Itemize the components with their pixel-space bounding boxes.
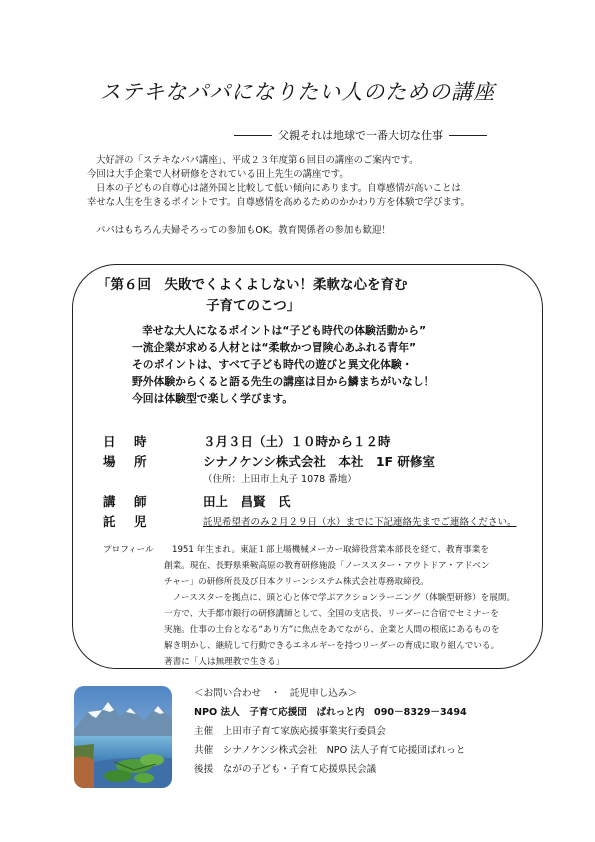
childcare-label: 託 児 (103, 514, 150, 529)
point-line-2: 一流企業が求める人材とは“柔軟かつ冒険心あふれる青年” (132, 341, 417, 354)
intro-line-4: 幸せな人生を生きるポイントです。自尊感情を高めるためのかかわり方を体験で学びます。 (87, 197, 470, 208)
subtitle (228, 127, 493, 143)
lecturer-value: 田上 昌賢 氏 (203, 494, 291, 509)
intro-line-5: パパはもちろん夫婦そろっての参加もOK。教育関係者の参加も歓迎！ (96, 225, 391, 236)
contact-heading: ＜お問い合わせ ・ 託児申し込み＞ (194, 688, 358, 699)
point-line-3: そのポイントは、すべて子ども時代の遊びと異文化体験・ (132, 358, 413, 371)
landscape-illustration (74, 686, 172, 788)
page-title: ステキなパパになりたい人のための講座 (99, 80, 496, 104)
lecturer-label: 講 師 (103, 494, 150, 509)
intro-line-2: 今回は大手企業で人材研修をされている田上先生の講座です。 (87, 169, 349, 180)
point-line-4: 野外体験からくると語る先生の講座は目から鱗まちがいなし！ (132, 375, 435, 388)
mountain-lake-image (74, 686, 172, 788)
intro-line-3: 日本の子どもの自尊心は諸外国と比較して低い傾向にあります。自尊感情が高いことは (96, 183, 461, 194)
contact-org: NPO 法人 子育て応援団 ぱれっと内 090－8329－3494 (194, 707, 467, 718)
profile-label: プロフィール (103, 545, 154, 555)
profile-line-2: 創業。現在、長野県乗鞍高原の教育研修施設「ノーススター・アウトドア・アドベン (164, 561, 490, 571)
profile-line-8: 著書に「人は無理教で生きる」 (164, 657, 285, 667)
profile-line-6: 実施。仕事の土台となる“あり方”に焦点をあてながら、企業と人間の根底にあるものを (164, 625, 500, 635)
point-line-5: 今回は体験型で楽しく学びます。 (132, 392, 294, 405)
place-value: シナノケンシ株式会社 本社 1F 研修室 (203, 454, 435, 469)
event-heading-line-2: 子育てのこつ」 (206, 298, 301, 314)
intro-line-1: 大好評の「ステキなパパ講座」、平成２３年度第６回目の講座のご案内です。 (96, 155, 419, 166)
contact-support: 後援 ながの子ども・子育て応援県民会議 (194, 764, 377, 775)
profile-line-5: 一方で、大手都市銀行の研修講師として、全国の支店長、リーダーに合宿でセミナーを (164, 609, 499, 619)
place-address: （住所：上田市上丸子 1078 番地） (203, 474, 357, 485)
subtitle-left-rule (234, 135, 272, 136)
event-heading-line-1: 「第６回 失敗でくよくよしない！柔軟な心を育む (97, 277, 408, 293)
date-label: 日 時 (103, 434, 150, 449)
subtitle-text: 父親それは地球で一番大切な仕事 (278, 129, 443, 142)
profile-line-4: ノーススターを拠点に、頭と心と体で学ぶアクションラーニング（体験型研修）を展開。 (164, 593, 516, 603)
profile-line-7: 解き明かし、継続して行動できるエネルギーを持つリーダーの育成に取り組んでいる。 (164, 641, 500, 651)
childcare-value: 託児希望者のみ２月２９日（水）までに下記連絡先までご連絡ください。 (203, 517, 517, 528)
subtitle-right-rule (449, 135, 487, 136)
point-line-1: 幸せな大人になるポイントは“子ども時代の体験活動から” (142, 324, 427, 337)
profile-line-1: 1951 年生まれ。東証１部上場機械メーカー取締役営業本部長を経て、教育事業を (172, 545, 489, 555)
profile-line-3: チャー」の研修所長及び日本クリーンシステム株式会社専務取締役。 (164, 577, 429, 587)
date-value: ３月３日（土）１０時から１２時 (203, 434, 391, 449)
place-label: 場 所 (103, 454, 150, 469)
contact-cohost: 共催 シナノケンシ株式会社 NPO 法人子育て応援団ぱれっと (194, 745, 466, 756)
contact-host: 主催 上田市子育て家族応援事業実行委員会 (194, 726, 386, 737)
